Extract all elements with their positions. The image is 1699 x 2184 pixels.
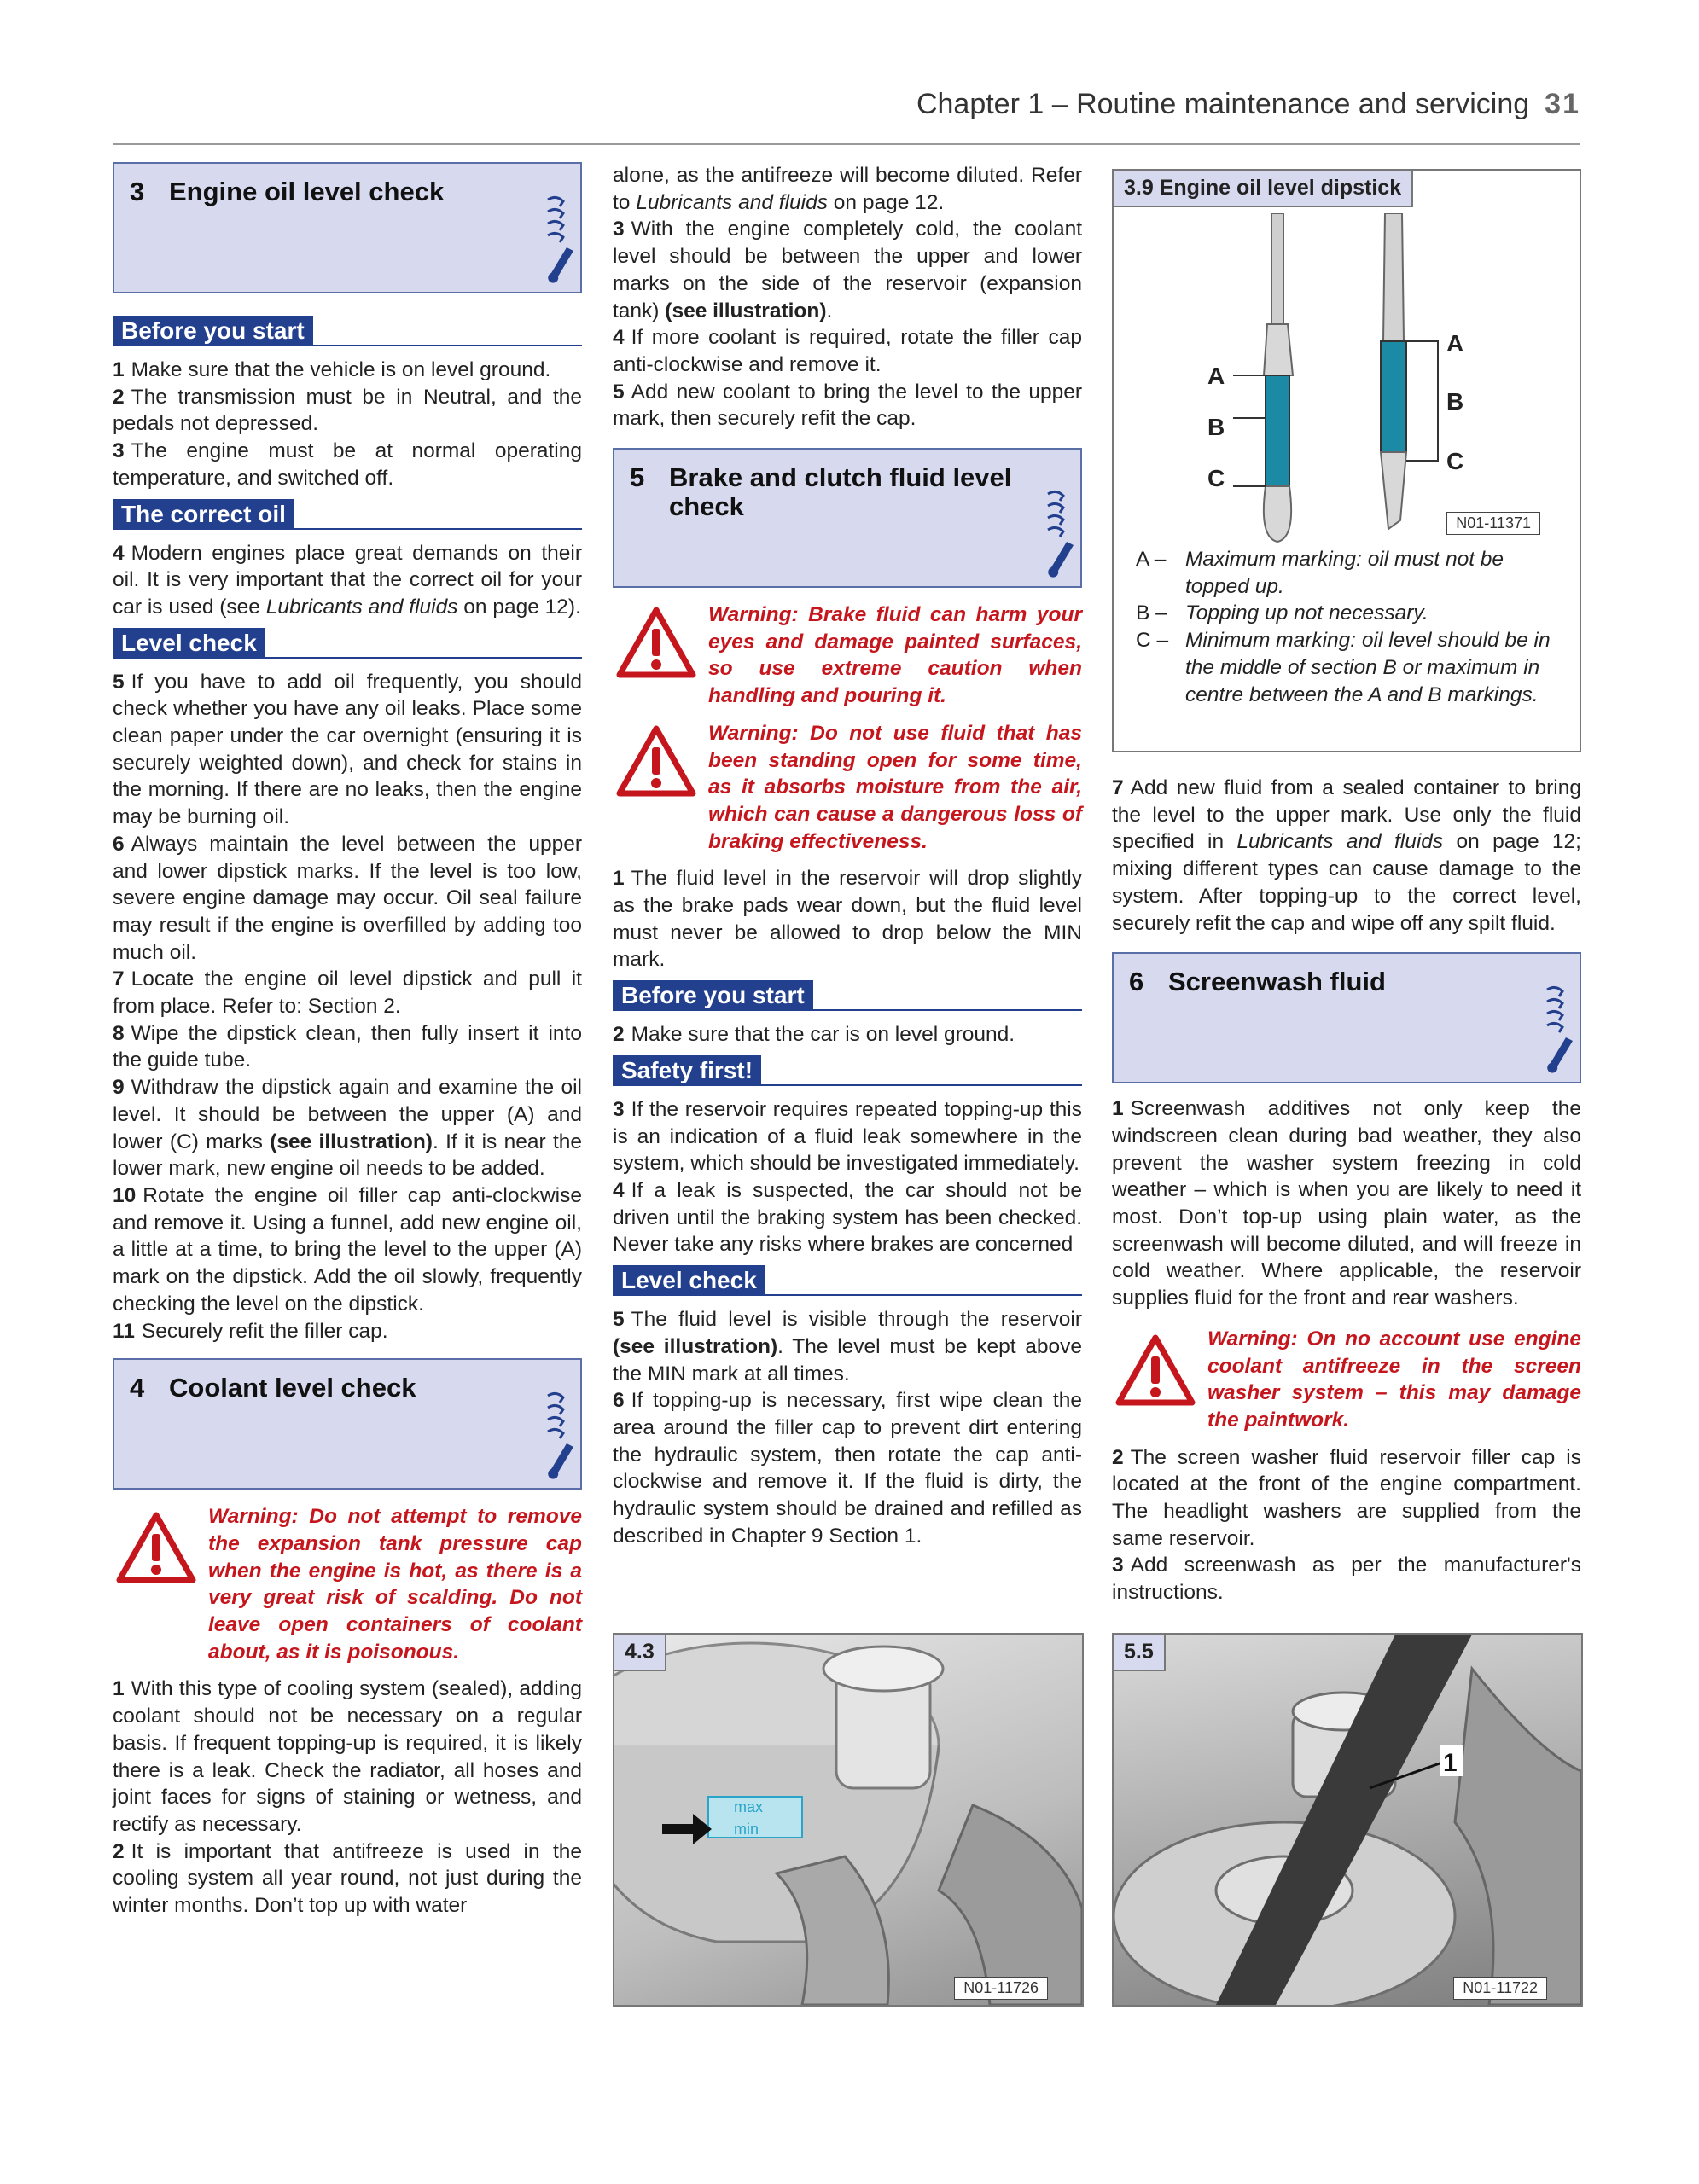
legend-row: A – Maximum marking: oil must not be topped up. xyxy=(1136,548,1504,598)
figure-code: N01-11726 xyxy=(954,1977,1048,2000)
legend-row: B – Topping up not necessary. xyxy=(1136,601,1428,625)
section-5-box xyxy=(613,448,1082,588)
coolant-warning: Warning: Do not attempt to remove the expansion tank pressure cap when the engine is hot, as there is a very great risk of scalding. Do not leave open containers of coolant about, as it is poisonous. xyxy=(113,1503,582,1665)
difficulty-wrench-icon xyxy=(541,191,575,285)
coolant-para-4: 4 If more coolant is required, rotate the filler cap anti-clockwise and remove it. xyxy=(613,326,1082,376)
mark-a-right: A xyxy=(1446,330,1464,357)
figure-label: 4.3 xyxy=(614,1635,666,1671)
band-level-check: Level check xyxy=(113,628,582,660)
brake-para-2: 2 Make sure that the car is on level ground. xyxy=(613,1023,1015,1047)
brake-fluid-warning-1: Warning: Brake fluid can harm your eyes and damage painted surfaces, so use extreme caution when handling and pouring it. xyxy=(613,601,1082,710)
warning-triangle-icon xyxy=(616,725,696,797)
column-2 xyxy=(613,162,1082,1549)
difficulty-wrench-icon xyxy=(1540,981,1574,1075)
para-11: 11 Securely refit the filler cap. xyxy=(113,1319,388,1343)
para-9: 9 Withdraw the dipstick again and examine the oil level. It should be between the upper (A) and lower (C) marks (see illustration). If it is near the lower mark, new engine oil needs to be added. xyxy=(113,1076,582,1181)
brake-fluid-warning-2: Warning: Do not use fluid that has been standing open for some time, as it absorbs moisture from the air, which can cause a dangerous loss of braking effectiveness. xyxy=(613,720,1082,856)
figure-code: N01-11371 xyxy=(1446,512,1540,535)
screenwash-para-2: 2 The screen washer fluid reservoir filler cap is located at the front of the engine compartment. The headlight washers are supplied from the same reservoir. xyxy=(1112,1445,1581,1550)
section-4-title: 4 Coolant level check xyxy=(130,1373,416,1403)
figure-label: 3.9 Engine oil level dipstick xyxy=(1114,171,1413,207)
mark-a: A xyxy=(1207,363,1225,389)
mark-c: C xyxy=(1207,465,1225,491)
para-6: 6 Always maintain the level between the upper and lower dipstick marks. If the level is too low, severe engine damage may occur. Oil seal failure may result if the engine is overfilled by adding too much oil. xyxy=(113,832,582,964)
coolant-para-3: 3 With the engine completely cold, the coolant level should be between the upper and lower marks on the side of the reservoir (expansion tank) (see illustration). xyxy=(613,218,1082,322)
para-2: 2 The transmission must be in Neutral, and the pedals not depressed. xyxy=(113,385,582,436)
section-6-title: 6 Screenwash fluid xyxy=(1129,967,1386,997)
mark-b-right: B xyxy=(1446,388,1464,415)
difficulty-wrench-icon xyxy=(1041,485,1075,579)
coolant-para-5: 5 Add new coolant to bring the level to the upper mark, then securely refit the cap. xyxy=(613,380,1082,431)
chapter-title: Chapter 1 – Routine maintenance and servicing xyxy=(916,88,1530,120)
warning-triangle-icon xyxy=(616,607,696,678)
figure-code: N01-11722 xyxy=(1453,1977,1547,2000)
difficulty-wrench-icon xyxy=(541,1387,575,1481)
column-1 xyxy=(113,162,582,1920)
band-before-you-start: Before you start xyxy=(113,316,582,348)
mark-b: B xyxy=(1207,414,1225,440)
min-mark-label: min xyxy=(734,1821,759,1838)
figure-3-9 xyxy=(1112,169,1581,752)
legend-row: C – Minimum marking: oil level should be in the middle of section B or maximum in centre between the A and B markings. xyxy=(1136,629,1551,706)
para-4: 4 Modern engines place great demands on their oil. It is very important that the correct oil for your car is used (see Lubricants and fluids on page 12). xyxy=(113,541,582,619)
brake-para-7: 7 Add new fluid from a sealed container to bring the level to the upper mark. Use only the fluid specified in Lubricants and fluids on page 12; mixing different types can cause damage to the system. After topping-up to the correct level, securely refit the cap and wipe off any spilt fluid. xyxy=(1112,776,1581,935)
figure-5-5 xyxy=(1112,1633,1583,2007)
coolant-para-1: 1 With this type of cooling system (sealed), adding coolant should not be necessary on a regular basis. If frequent topping-up is required, it is likely there is a leak. Check the radiator, all hoses and joint faces for signs of staining or wetness, and rectify as necessary. xyxy=(113,1677,582,1836)
brake-para-6: 6 If topping-up is necessary, first wipe clean the area around the filler cap to prevent dirt entering the hydraulic system, then rotate the cap anti-clockwise and remove it. If the fluid is dirty, the hydraulic system should be drained and refilled as described in Chapter 9 Section 1. xyxy=(613,1389,1082,1548)
band-level-check-2: Level check xyxy=(613,1265,1082,1298)
section-6-box xyxy=(1112,952,1581,1083)
max-mark-label: max xyxy=(734,1798,764,1815)
para-1: 1 Make sure that the vehicle is on level ground. xyxy=(113,358,551,381)
brake-para-5: 5 The fluid level is visible through the reservoir (see illustration). The level must be kept above the MIN mark at all times. xyxy=(613,1308,1082,1385)
section-3-box xyxy=(113,162,582,293)
para-5: 5 If you have to add oil frequently, you should check whether you have any oil leaks. Place some clean paper under the car overnight (ensuring it is securely weighted down), and check for stains in the morning. If there are no leaks, then the engine may be burning oil. xyxy=(113,670,582,829)
para-7: 7 Locate the engine oil level dipstick and pull it from place. Refer to: Section 2. xyxy=(113,967,582,1019)
warning-triangle-icon xyxy=(1115,1334,1196,1406)
coolant-reservoir-illustration xyxy=(614,1635,1082,2005)
figure-4-3 xyxy=(613,1633,1084,2007)
mark-c-right: C xyxy=(1446,448,1464,474)
dipstick-legend xyxy=(1114,546,1580,708)
para-10: 10 Rotate the engine oil filler cap anti-clockwise and remove it. Using a funnel, add new engine oil, a little at a time, to bring the level to the upper (A) mark on the dipstick. Add the oil slowly, frequently checking the level on the dipstick. xyxy=(113,1183,582,1316)
para-8: 8 Wipe the dipstick clean, then fully insert it into the guide tube. xyxy=(113,1021,582,1072)
para-3: 3 The engine must be at normal operating temperature, and switched off. xyxy=(113,439,582,490)
header-rule xyxy=(113,143,1580,145)
brake-para-1: 1 The fluid level in the reservoir will drop slightly as the brake pads wear down, but the fluid level must never be allowed to drop below the MIN mark. xyxy=(613,867,1082,972)
section-3-title: 3 Engine oil level check xyxy=(130,177,445,206)
section-4-box xyxy=(113,1358,582,1490)
section-5-title: 5 Brake and clutch fluid level check xyxy=(630,462,1012,522)
screenwash-para-1: 1 Screenwash additives not only keep the windscreen clean during bad weather, they also prevent the washer system freezing in cold weather – which is when you are likely to need it most. Don’t top-up using plain water, as the screenwash will become diluted, and will freeze in cold weather. Where applicable, the reservoir supplies fluid for the front and rear washers. xyxy=(1112,1097,1581,1310)
column-3 xyxy=(1112,169,1581,1606)
screenwash-warning: Warning: On no account use engine coolant antifreeze in the screen washer system – this may damage the paintwork. xyxy=(1112,1326,1581,1434)
page-header xyxy=(870,88,1580,121)
coolant-continued: alone, as the antifreeze will become diluted. Refer to Lubricants and fluids on page 12. xyxy=(613,164,1082,214)
screenwash-para-3: 3 Add screenwash as per the manufacturer's instructions. xyxy=(1112,1554,1581,1605)
band-before-you-start-2: Before you start xyxy=(613,980,1082,1013)
callout-1: 1 xyxy=(1443,1749,1458,1777)
band-correct-oil: The correct oil xyxy=(113,499,582,531)
brake-para-4: 4 If a leak is suspected, the car should not be driven until the braking system has been checked. Never take any risks where brakes are concerned xyxy=(613,1178,1082,1257)
band-safety-first: Safety first! xyxy=(613,1055,1082,1088)
figure-label: 5.5 xyxy=(1114,1635,1166,1671)
coolant-para-2: 2 It is important that antifreeze is used in the cooling system all year round, not just during the winter months. Don’t top up with water xyxy=(113,1839,582,1918)
page-number: 31 xyxy=(1545,88,1580,120)
warning-triangle-icon xyxy=(116,1512,196,1583)
brake-para-3: 3 If the reservoir requires repeated topping-up this is an indication of a fluid leak somewhere in the system, which should be investigated immediately. xyxy=(613,1097,1082,1176)
brake-reservoir-illustration xyxy=(1114,1635,1581,2005)
